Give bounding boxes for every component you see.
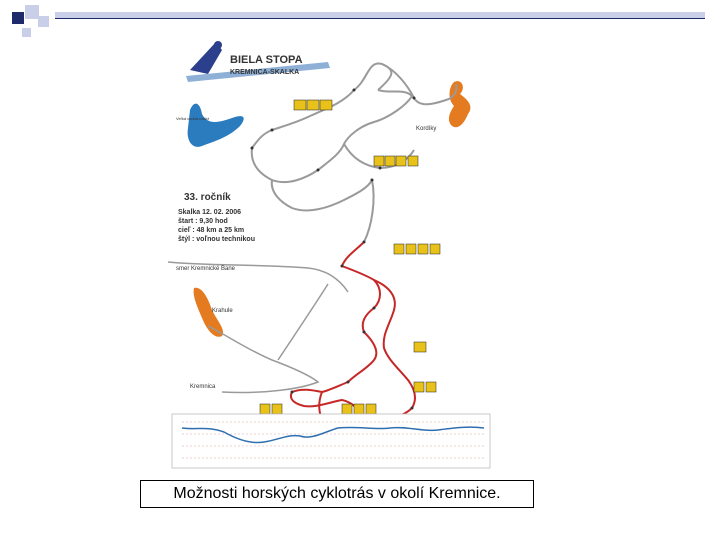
- slide-caption: Možnosti horských cyklotrás v okolí Kremnice.: [173, 485, 501, 502]
- place-label-kremnicke-bane: smer Kremnické Bane: [176, 266, 236, 272]
- place-label-kremnica: Kremnica: [190, 384, 216, 390]
- road-gray: [278, 284, 328, 360]
- title-bar-line: [55, 18, 705, 19]
- elevation-profile: [172, 414, 490, 468]
- trail-sign-markers: [260, 100, 440, 414]
- place-label-krahule: Krahule: [212, 308, 233, 314]
- corner-square-light: [38, 16, 49, 27]
- race-info-line: Skalka 12. 02. 2006: [178, 209, 242, 216]
- route-gray-loop: [382, 64, 457, 104]
- trail-map: [168, 30, 498, 470]
- place-label-lake: Veľká vodná nádrž: [176, 116, 210, 121]
- lake-shape: [188, 104, 244, 147]
- corner-square-light: [25, 5, 39, 19]
- route-gray-loop: [272, 180, 372, 210]
- race-edition-heading: 33. ročník: [184, 192, 231, 203]
- logo-title: BIELA STOPA: [230, 54, 303, 66]
- place-label-kordiky: Kordíky: [416, 126, 437, 132]
- kordiky-area: [449, 81, 470, 127]
- race-info-line: cieľ : 48 km a 25 km: [178, 227, 245, 234]
- road-gray: [208, 326, 318, 393]
- corner-square-dark: [12, 12, 24, 24]
- logo-subtitle: KREMNICA-SKALKA: [230, 69, 300, 76]
- corner-square-light: [22, 28, 31, 37]
- route-red: [286, 242, 380, 426]
- race-info-line: štýl : voľnou technikou: [178, 236, 255, 243]
- route-gray-loop: [364, 180, 374, 242]
- race-info-line: štart : 9,30 hod: [178, 218, 228, 225]
- slide-caption-box: [140, 480, 534, 508]
- trail-map-graphic: [168, 30, 498, 470]
- biela-stopa-logo: [186, 41, 330, 82]
